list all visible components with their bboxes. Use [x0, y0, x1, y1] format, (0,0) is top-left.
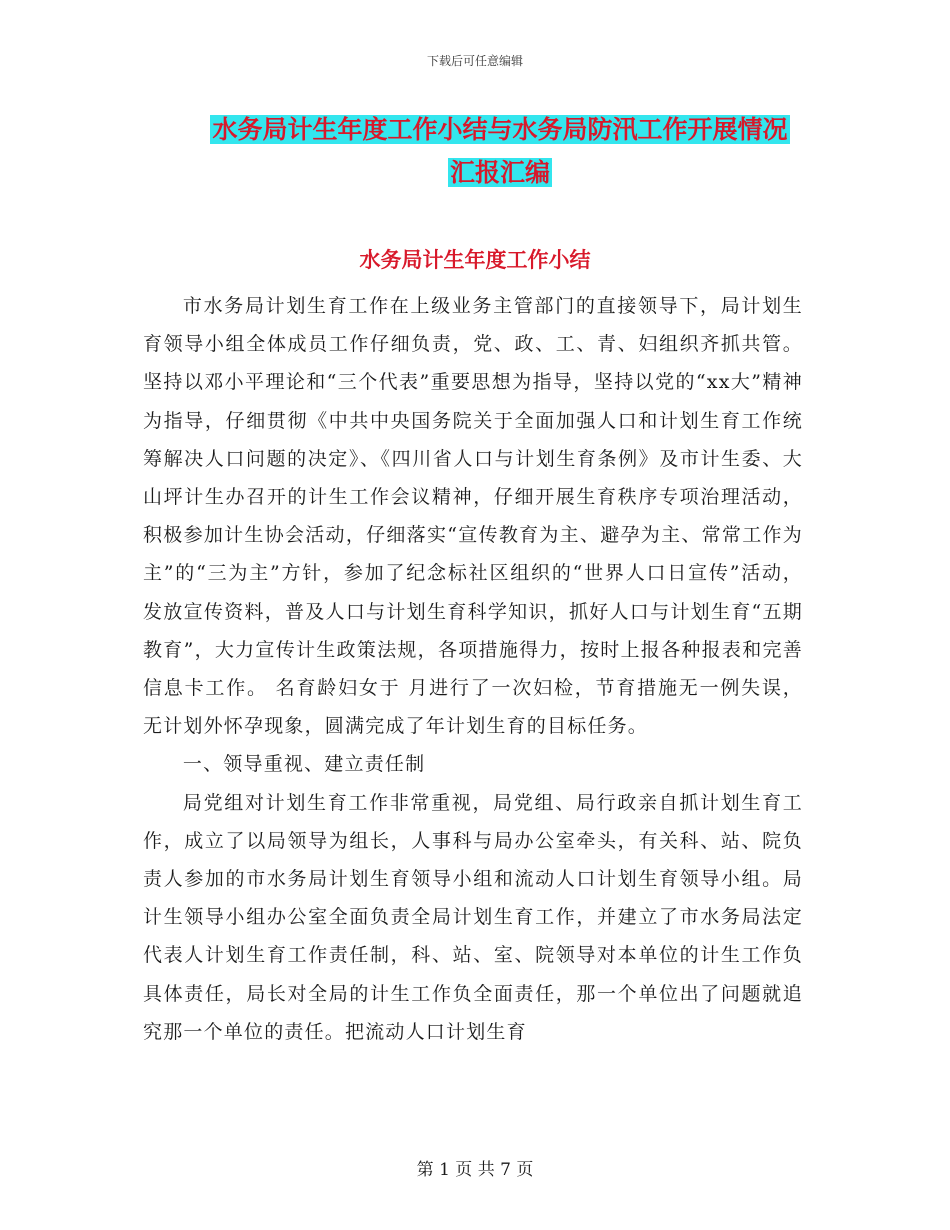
document-title-line-2 [150, 150, 850, 196]
page-number: 第 1 页 共 7 页 [416, 1160, 534, 1180]
subheading: 一、领导重视、建立责任制 [182, 753, 426, 776]
header-note: 下载后可任意编辑 [426, 54, 523, 68]
document-title-text-1: 水务局计生年度工作小结与水务局防汛工作开展情况 [212, 115, 788, 144]
paragraph: 局党组对计划生育工作非常重视，局党组、局行政亲自抓计划生育工作，成立了以局领导为组长，人事科与局办公室牵头，有关科、站、院负责人参加的市水务局计划生育领导小组和流动人口计划生育领导小组。局计生领导小组办公室全面负责全局计划生育工作，并建立了市水务局法定代表人计划生育工作责任制，科、站、室、院领导对本单位的计生工作负具体责任，局长对全局的计生工作负全面责任，那一个单位出了问题就追究那一个单位的责任。把流动人口计划生育 [143, 791, 803, 1043]
document-body [143, 287, 803, 1051]
document-title-line-1 [150, 107, 850, 153]
paragraph: 市水务局计划生育工作在上级业务主管部门的直接领导下，局计划生育领导小组全体成员工作仔细负责，党、政、工、青、妇组织齐抓共管。坚持以邓小平理论和“三个代表”重要思想为指导，坚持以党的“xx大”精神为指导，仔细贯彻《中共中央国务院关于全面加强人口和计划生育工作统筹解决人口问题的决定》、《四川省人口与计划生育条例》及市计生委、大山坪计生办召开的计生工作会议精神，仔细开展生育秩序专项治理活动，积极参加计生协会活动，仔细落实“宣传教育为主、避孕为主、常常工作为主”的“三为主”方针，参加了纪念标社区组织的“世界人口日宣传”活动，发放宣传资料，普及人口与计划生育科学知识，抓好人口与计划生育“五期教育”，大力宣传计生政策法规，各项措施得力，按时上报各种报表和完善信息卡工作。 名育龄妇女于 月进行了一次妇检，节育措施无一例失误，无计划外怀孕现象，圆满完成了年计划生育的目标任务。 [143, 295, 803, 738]
document-title-text-2: 汇报汇编 [449, 158, 550, 187]
section-title: 水务局计生年度工作小结 [359, 248, 591, 272]
